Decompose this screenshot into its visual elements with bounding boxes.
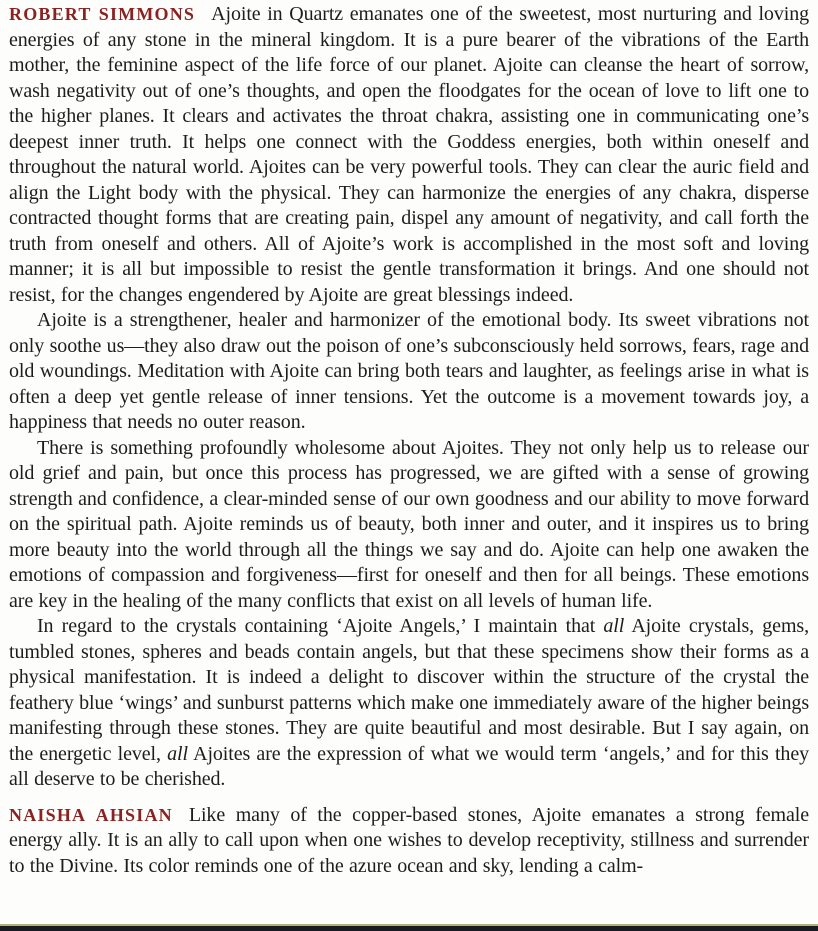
page-bottom-rule	[0, 924, 818, 931]
bottom-rule-dark-bar	[0, 926, 818, 931]
text-run: Ajoites are the expression of what we would term ‘angels,’ and for this they all deserve to be cherished.	[9, 742, 809, 790]
text-run: Ajoite crystals, gems, tumbled stones, spheres and beads contain angels, but that these specimens show their forms as a physical manifestation. It is indeed a delight to discover within the structure of the crystal the feathery blue ‘wings’ and sunburst patterns which make one immediately aware of the higher beings manifesting through these stones. They are quite beautiful and most desirable. But I say again, on the energetic level,	[9, 615, 810, 765]
text-run: Ajoite in Quartz emanates one of the sweetest, most nurturing and loving energies of any stone in the mineral kingdom. It is a pure bearer of the vibrations of the Earth mother, the feminine aspect of the life force of our planet. Ajoite can cleanse the heart of sorrow, wash negativity out of one’s thoughts, and open the floodgates for the ocean of love to lift one to the higher planes. It clears and activates the throat chakra, assisting one in communicating one’s deepest inner truth. It helps one connect with the Goddess energies, both within oneself and throughout the natural world. Ajoites can be very powerful tools. They can clear the auric field and align the Light body with the physical. They can harmonize the energies of any chakra, disperse contracted thought forms that are creating pain, dispel any amount of negativity, and call forth the truth from oneself and others. All of Ajoite’s work is accomplished in the most soft and loving manner; it is all but impossible to resist the gentle transformation it brings. And one should not resist, for the changes engendered by Ajoite are great blessings indeed.	[9, 3, 809, 306]
text-run: Ajoite is a strengthener, healer and harmonizer of the emotional body. Its sweet vibrations not only soothe us—they also draw out the poison of one’s subconsciously held sorrows, fears, rage and old woundings. Meditation with Ajoite can bring both tears and laughter, as feelings arise in what is often a deep yet gentle release of inner tensions. Yet the outcome is a movement towards joy, a happiness that needs no outer reason.	[9, 309, 809, 433]
paragraph	[9, 436, 809, 615]
entry-naisha-ahsian	[9, 803, 809, 880]
text-run: Like many of the copper-based stones, Ajoite emanates a strong female energy ally. It is an ally to call upon when one wishes to develop receptivity, stillness and surrender to the Divine. Its color reminds one of the azure ocean and sky, lending a calm-	[9, 803, 809, 877]
italic-text: all	[167, 742, 188, 765]
paragraph	[9, 614, 809, 793]
entry-robert-simmons	[9, 2, 809, 793]
paragraph-text	[9, 3, 809, 306]
author-name-naisha-ahsian: NAISHA AHSIAN	[9, 804, 173, 825]
author-name-robert-simmons: ROBERT SIMMONS	[9, 4, 196, 24]
text-run: There is something profoundly wholesome about Ajoites. They not only help us to release our old grief and pain, but once this process has progressed, we are gifted with a sense of growing strength and confidence, a clear-minded sense of our own goodness and our ability to move forward on the spiritual path. Ajoite reminds us of beauty, both inner and outer, and it inspires us to bring more beauty into the world through all the things we say and do. Ajoite can help one awaken the emotions of compassion and forgiveness—first for oneself and then for all beings. These emotions are key in the healing of the many conflicts that exist on all levels of human life.	[9, 436, 809, 612]
text-run: In regard to the crystals containing ‘Ajoite Angels,’ I maintain that	[37, 615, 604, 637]
italic-text: all	[603, 615, 625, 637]
paragraph	[9, 2, 809, 308]
paragraph	[9, 308, 809, 436]
paragraph	[9, 803, 809, 880]
